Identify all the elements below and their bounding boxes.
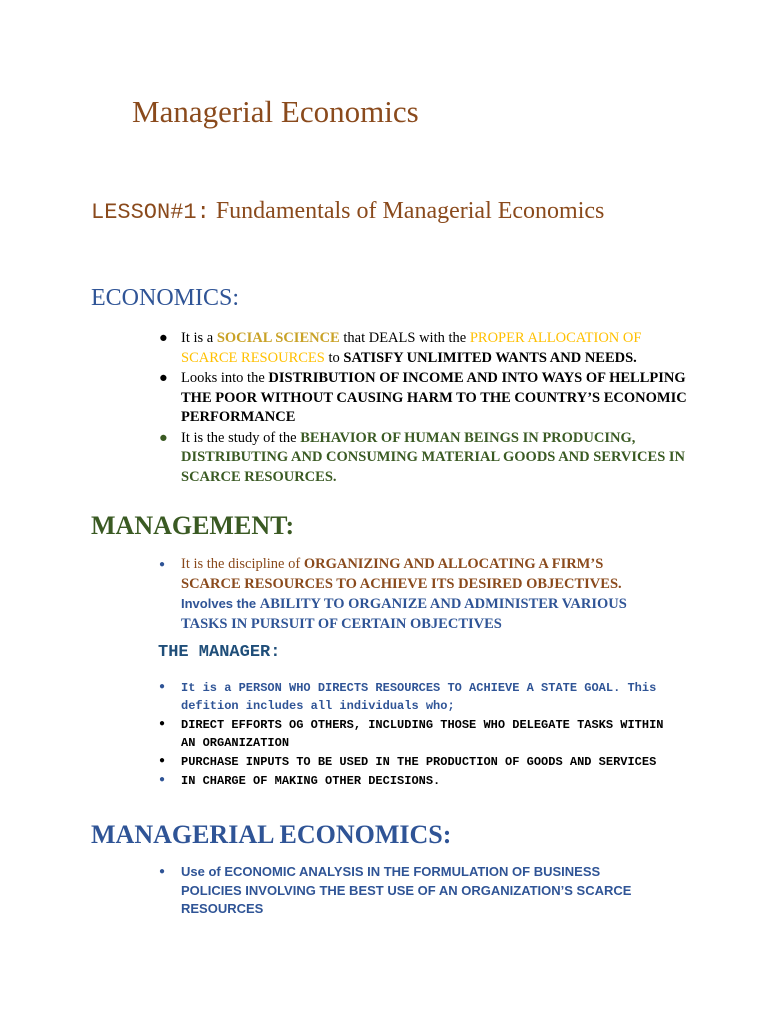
list-item: ● Use of ECONOMIC ANALYSIS IN THE FORMULATION OF BUSINESS POLICIES INVOLVING THE BEST USE OF AN ORGANIZATION’S SCARCE RESOURCES xyxy=(159,864,632,916)
page-title: Managerial Economics xyxy=(132,94,419,129)
list-item: ● It is a SOCIAL SCIENCE that DEALS with the PROPER ALLOCATION OF SCARCE RESOURCES to SATISFY UNLIMITED WANTS AND NEEDS. xyxy=(159,330,642,366)
bullet-icon: ● xyxy=(159,330,168,346)
lesson-heading xyxy=(91,198,604,225)
manager-list xyxy=(158,679,678,791)
lesson-title: Fundamentals of Managerial Economics xyxy=(209,198,605,224)
managerial-economics-list xyxy=(158,863,658,919)
list-item: ● Looks into the DISTRIBUTION OF INCOME AND INTO WAYS OF HELLPING THE POOR WITHOUT CAUSING HARM TO THE COUNTRY’S ECONOMIC PERFORMANCE xyxy=(159,370,687,425)
list-item: ● DIRECT EFFORTS OG OTHERS, INCLUDING THOSE WHO DELEGATE TASKS WITHIN AN ORGANIZATION xyxy=(159,718,664,750)
bullet-icon: ● xyxy=(159,559,166,570)
managerial-economics-heading: MANAGERIAL ECONOMICS: xyxy=(91,820,452,849)
bullet-icon: ● xyxy=(159,429,168,446)
list-item: ● It is the study of the BEHAVIOR OF HUMAN BEINGS IN PRODUCING, DISTRIBUTING AND CONSUMING MATERIAL GOODS AND SERVICES IN SCARCE RESOURCES. xyxy=(159,429,685,485)
list-item: ● It is a PERSON WHO DIRECTS RESOURCES TO ACHIEVE A STATE GOAL. This defition includes all individuals who; xyxy=(159,681,657,713)
bullet-icon: ● xyxy=(159,682,166,693)
bullet-icon: ● xyxy=(159,370,168,386)
economics-list xyxy=(158,329,698,488)
economics-heading: ECONOMICS: xyxy=(91,285,240,311)
list-item: ● IN CHARGE OF MAKING OTHER DECISIONS. xyxy=(159,774,441,788)
lesson-number: LESSON#1: xyxy=(91,200,210,225)
bullet-icon: ● xyxy=(159,719,166,730)
bullet-icon: ● xyxy=(159,756,166,767)
bullet-icon: ● xyxy=(159,775,166,786)
list-item: ● It is the discipline of ORGANIZING AND ALLOCATING A FIRM’S SCARCE RESOURCES TO ACHIEVE ITS DESIRED OBJECTIVES. Involves the ABILITY TO ORGANIZE AND ADMINISTER VARIOUS TASKS IN PURSUIT OF CERTAIN OBJECTIVES xyxy=(159,556,627,632)
management-list xyxy=(158,555,663,635)
bullet-icon: ● xyxy=(159,866,166,877)
manager-heading: THE MANAGER: xyxy=(158,643,281,662)
list-item: ● PURCHASE INPUTS TO BE USED IN THE PRODUCTION OF GOODS AND SERVICES xyxy=(159,755,657,769)
management-heading: MANAGEMENT: xyxy=(91,511,295,540)
